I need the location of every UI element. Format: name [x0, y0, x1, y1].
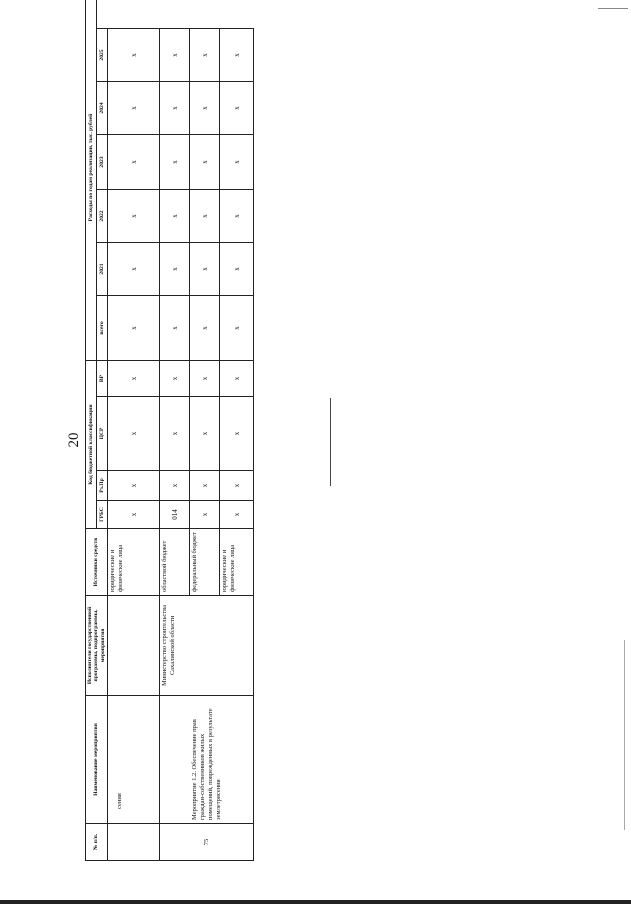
sub2-rzpr: х	[190, 471, 220, 501]
row2-executor: Министерство строительства Сахалинской области	[160, 596, 254, 696]
sub2-total: х	[190, 296, 220, 361]
sub3-2023: х	[220, 135, 254, 190]
header-csr: ЦСР	[97, 397, 108, 471]
row1-num	[108, 824, 160, 861]
sub2-vr: х	[190, 361, 220, 397]
sub1-2024: х	[160, 82, 190, 135]
header-row-1	[86, 0, 97, 861]
sub3-rzpr: х	[220, 471, 254, 501]
table-row	[108, 0, 160, 861]
page-number: 20	[65, 432, 82, 448]
row1-rzpr: х	[108, 471, 160, 501]
sub1-grbs: 014	[160, 501, 190, 529]
sub3-grbs: х	[220, 501, 254, 529]
funding-table-rotated	[85, 35, 272, 861]
sub2-2021: х	[190, 243, 220, 296]
header-executor: Исполнители государственной программы, подпрограммы, мероприятия	[86, 596, 108, 696]
sub2-2025: х	[190, 29, 220, 82]
row1-2021: х	[108, 243, 160, 296]
table-row	[160, 0, 190, 861]
sub1-total: х	[160, 296, 190, 361]
row2-name: Мероприятие 1.2. Обеспечение прав граждан-собственников жилых помещений, поврежденных в результате землетрясения	[160, 696, 254, 824]
scan-bottom-edge	[0, 900, 631, 904]
row1-total: х	[108, 296, 160, 361]
header-vr: ВР	[97, 361, 108, 397]
scan-edge-mark	[624, 640, 625, 830]
header-2022: 2022	[97, 190, 108, 243]
row1-2023: х	[108, 135, 160, 190]
sub1-2021: х	[160, 243, 190, 296]
sub1-csr: х	[160, 397, 190, 471]
header-total: всего	[97, 296, 108, 361]
header-2025: 2025	[97, 29, 108, 82]
row1-csr: х	[108, 397, 160, 471]
row1-2022: х	[108, 190, 160, 243]
sub2-csr: х	[190, 397, 220, 471]
header-expenses: Расходы по годам реализации, тыс. рублей	[86, 0, 97, 361]
sub1-vr: х	[160, 361, 190, 397]
corner-scan-mark	[598, 8, 628, 9]
header-source: Источники средств	[86, 529, 108, 596]
sub3-vr: х	[220, 361, 254, 397]
header-num: № п/п.	[86, 824, 108, 861]
sub1-2022: х	[160, 190, 190, 243]
row1-executor	[108, 596, 160, 696]
header-grbs: ГРБС	[97, 501, 108, 529]
sub3-csr: х	[220, 397, 254, 471]
sub3-2021: х	[220, 243, 254, 296]
row2-num: 75	[160, 824, 254, 861]
sub2-2022: х	[190, 190, 220, 243]
sub2-2023: х	[190, 135, 220, 190]
margin-line	[330, 398, 331, 486]
header-2024: 2024	[97, 82, 108, 135]
row1-2024: х	[108, 82, 160, 135]
sub3-2024: х	[220, 82, 254, 135]
sub1-2025: х	[160, 29, 190, 82]
header-rzpr: Рз.Пр	[97, 471, 108, 501]
row1-vr: х	[108, 361, 160, 397]
header-budget-code: Код бюджетной классификации	[86, 361, 97, 529]
sub3-total: х	[220, 296, 254, 361]
header-2023: 2023	[97, 135, 108, 190]
sub2-grbs: х	[190, 501, 220, 529]
sub1-2023: х	[160, 135, 190, 190]
header-2021: 2021	[97, 243, 108, 296]
row1-name: сения	[108, 696, 160, 824]
row1-2025: х	[108, 29, 160, 82]
sub2-source: федеральный бюджет	[190, 529, 220, 596]
row1-source: юридические и физические лица	[108, 529, 160, 596]
row1-grbs: х	[108, 501, 160, 529]
sub3-source: юридические и физические лица	[220, 529, 254, 596]
sub3-2022: х	[220, 190, 254, 243]
header-name: Наименование мероприятия	[86, 696, 108, 824]
sub3-2025: х	[220, 29, 254, 82]
rotated-table-container	[85, 35, 272, 861]
sub1-rzpr: х	[160, 471, 190, 501]
sub2-2024: х	[190, 82, 220, 135]
funding-table	[85, 0, 254, 861]
sub1-source: областной бюджет	[160, 529, 190, 596]
